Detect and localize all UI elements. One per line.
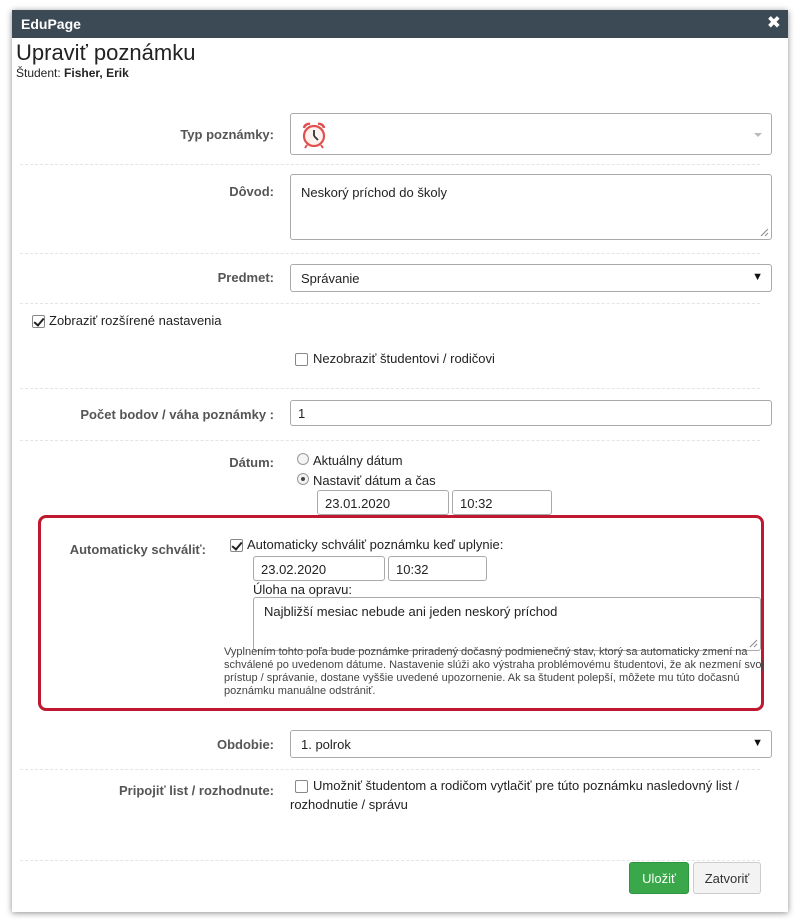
time-value: 10:32 — [460, 496, 493, 511]
subject-value: Správanie — [301, 271, 360, 286]
attach-letter-label-line1: Umožniť študentom a rodičom vytlačiť pre túto poznámku nasledovný list / — [313, 778, 739, 793]
date-set-radio[interactable] — [297, 473, 309, 485]
date-current-label: Aktuálny dátum — [313, 453, 403, 468]
hide-from-student-label: Nezobraziť študentovi / rodičovi — [313, 351, 495, 366]
auto-approve-checkbox[interactable] — [230, 539, 243, 552]
attach-letter-checkbox[interactable] — [295, 780, 308, 793]
dialog-heading — [16, 40, 195, 80]
reason-label: Dôvod: — [229, 184, 274, 199]
note-type-label: Typ poznámky: — [180, 127, 274, 142]
points-label: Počet bodov / váha poznámky : — [80, 407, 274, 422]
period-value: 1. polrok — [301, 737, 351, 752]
student-line — [16, 66, 195, 80]
task-label: Úloha na opravu: — [253, 582, 353, 597]
subject-select[interactable] — [290, 264, 772, 292]
auto-approve-time-input[interactable] — [388, 556, 487, 581]
time-input[interactable] — [452, 490, 552, 515]
reason-value: Neskorý príchod do školy — [301, 185, 447, 200]
close-button[interactable]: Zatvoriť — [693, 862, 761, 894]
auto-approve-time-value: 10:32 — [396, 562, 429, 577]
app-title: EduPage — [21, 16, 81, 32]
points-value: 1 — [298, 406, 306, 421]
date-set-label: Nastaviť dátum a čas — [313, 473, 436, 488]
close-icon[interactable]: ✖ — [766, 13, 781, 32]
date-input[interactable] — [317, 490, 449, 515]
chevron-down-icon: ▼ — [752, 737, 763, 749]
attach-label: Pripojiť list / rozhodnute: — [119, 783, 274, 798]
date-value: 23.01.2020 — [325, 496, 391, 511]
student-name: Fisher, Erik — [64, 66, 129, 80]
attach-letter-label-line2: rozhodnutie / správu — [290, 797, 408, 812]
points-input[interactable] — [290, 400, 772, 426]
period-select[interactable] — [290, 730, 772, 758]
advanced-settings-label: Zobraziť rozšírené nastavenia — [49, 313, 222, 328]
reason-textarea[interactable] — [290, 174, 772, 240]
page-title: Upraviť poznámku — [16, 40, 196, 65]
subject-label: Predmet: — [217, 270, 274, 285]
task-value: Najbližší mesiac nebude ani jeden neskorý príchod — [264, 604, 558, 619]
dialog-titlebar — [12, 10, 788, 38]
hide-from-student-checkbox[interactable] — [295, 353, 308, 366]
period-label: Obdobie: — [216, 737, 274, 752]
save-button[interactable]: Uložiť — [629, 862, 689, 894]
auto-approve-checkbox-label: Automaticky schváliť poznámku keď uplynie: — [247, 537, 504, 552]
chevron-down-icon: ▼ — [752, 271, 763, 283]
resize-grip-icon[interactable] — [760, 228, 769, 237]
date-current-radio[interactable] — [297, 453, 309, 465]
auto-approve-help-text: Vyplnením tohto poľa bude poznámke priradený dočasný podmienečný stav, ktorý sa automaticky zmení na schválené po uvedenom dátume. Nastavenie slúži ako výstraha problémovému študentovi, že ak nezmení svoj prístup / správanie, dostane vyššie uvedené upozornenie. Ak sa študent polepší, môžete mu túto dočasnú poznámku manuálne odstrániť. — [224, 646, 764, 697]
chevron-down-icon — [753, 131, 763, 139]
note-type-select[interactable] — [290, 113, 772, 155]
task-textarea[interactable] — [253, 597, 761, 651]
auto-approve-date-value: 23.02.2020 — [261, 562, 327, 577]
alarm-clock-icon — [299, 120, 329, 150]
advanced-settings-checkbox[interactable] — [32, 315, 45, 328]
date-label: Dátum: — [229, 455, 274, 470]
auto-approve-label: Automaticky schváliť: — [69, 542, 206, 557]
auto-approve-date-input[interactable] — [253, 556, 385, 581]
student-label: Študent: — [16, 66, 61, 80]
